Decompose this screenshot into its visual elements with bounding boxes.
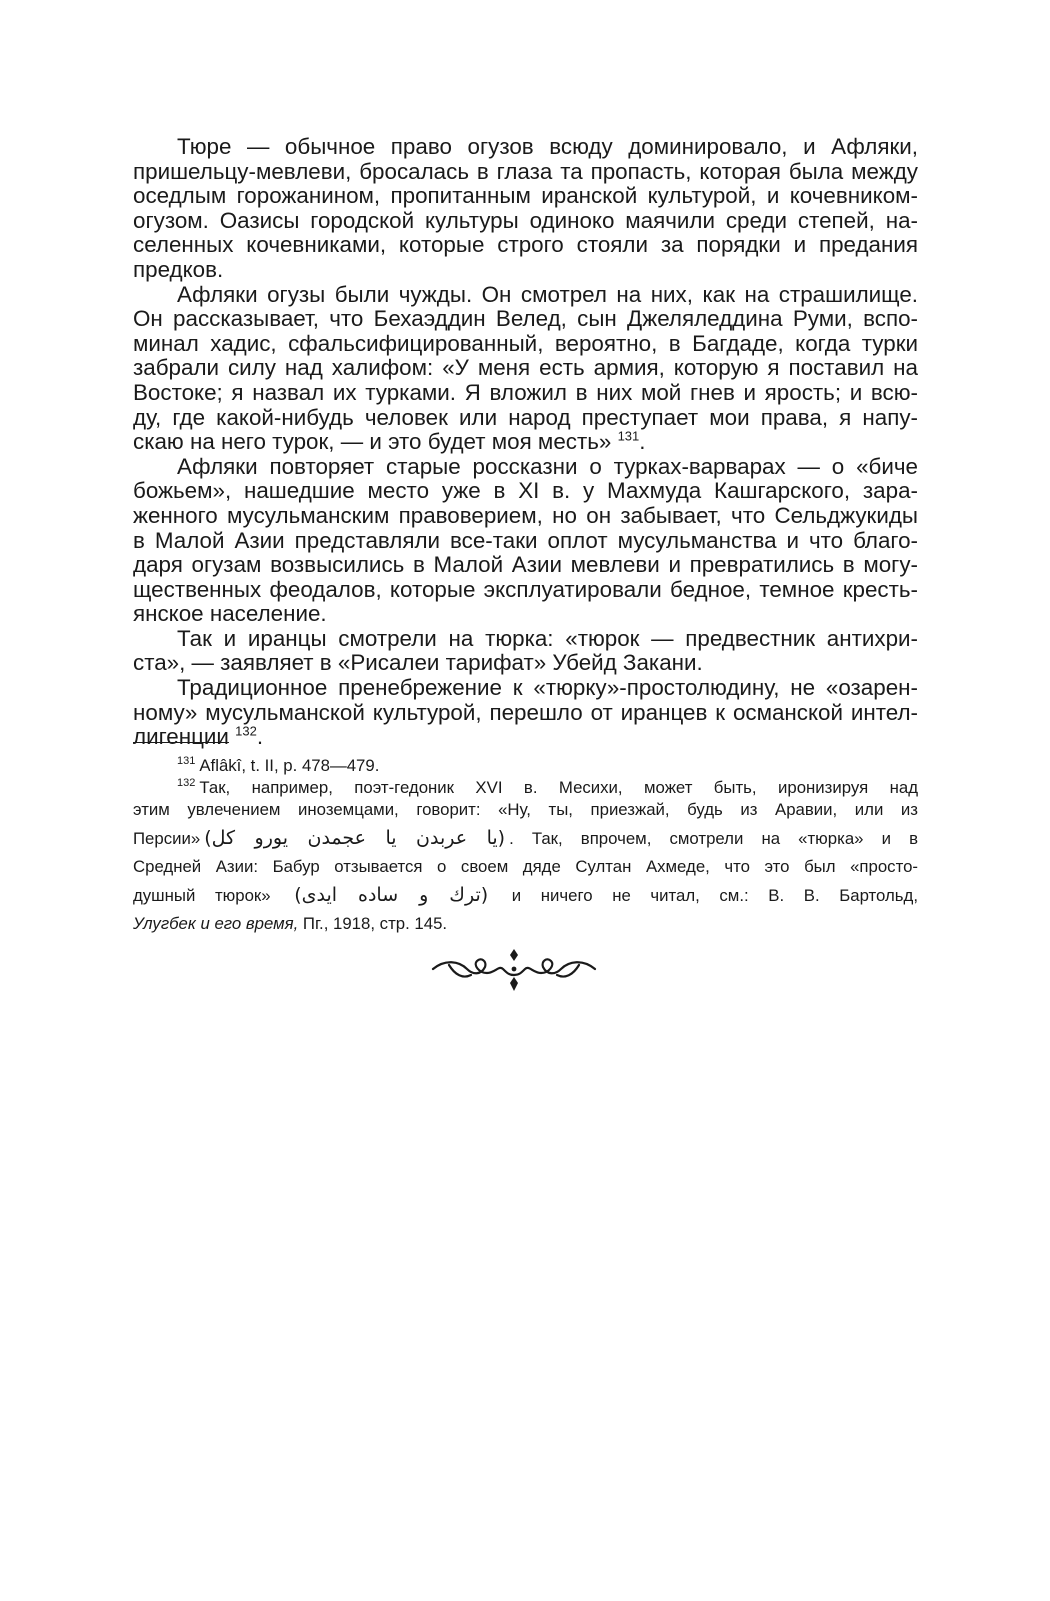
text-line: огузом. Оазисы городской культуры одиноко маячили среди степей, на-	[133, 207, 918, 233]
text-line: оседлым горожанином, пропитанным иранской культурой, и кочевником-	[133, 183, 918, 209]
ornament-icon	[429, 945, 599, 995]
paragraph-1	[133, 135, 918, 283]
footnote-132-line	[133, 878, 918, 913]
text-line: в Малой Азии представляли все-таки оплот мусульманства и что благо-	[133, 527, 918, 553]
footnote-132-line	[133, 913, 918, 935]
footnote-132-line	[133, 821, 918, 856]
text-line-with-footnote	[133, 725, 918, 750]
footnote-divider	[133, 742, 229, 743]
text-line: ду, где какой-нибудь человек или народ преступает мои права, я напу-	[133, 404, 918, 430]
text-line: Афляки повторяет старые россказни о турках-варварах — о «биче	[177, 453, 918, 479]
text-line: янское население.	[133, 601, 327, 627]
paragraph-2	[133, 283, 918, 455]
footnote-132-line	[133, 777, 918, 799]
text-line-with-footnote	[133, 430, 918, 455]
footnote-text: . Так, впрочем, смотрели на «тюрка» и в	[509, 829, 918, 848]
footnote-131	[133, 755, 918, 777]
text-line: Традиционное пренебрежение к «тюрку»-простолюдину, не «озарен-	[177, 675, 918, 701]
paragraph-3	[133, 455, 918, 627]
footnote-132-line: этим увлечением иноземцами, говорит: «Ну, ты, приезжай, будь из Аравии, или из	[133, 800, 918, 819]
text-line: Афляки огузы были чужды. Он смотрел на них, как на страшилище.	[177, 281, 918, 307]
text-line: скаю на него турок, — и это будет моя месть»	[133, 429, 612, 455]
footnote-text: душный тюрок»	[133, 886, 271, 905]
text-line: Так и иранцы смотрели на тюрка: «тюрок — предвестник антихри-	[177, 625, 918, 651]
footnote-ref-132[interactable]: 132	[235, 723, 257, 739]
text-line: забрали силу над халифом: «У меня есть армия, которую я поставил на	[133, 355, 918, 381]
text-line: предков.	[133, 256, 224, 282]
text-line: минал хадис, сфальсифицированный, вероятно, в Багдаде, когда турки	[133, 330, 918, 356]
footnotes	[133, 755, 918, 935]
paragraph-4	[133, 627, 918, 676]
footnote-text: Так, например, поэт-гедоник XVI в. Месихи, может быть, иронизируя над	[199, 778, 918, 797]
text-line: даря огузам возвысились в Малой Азии мевлеви и превратились в могу-	[133, 552, 918, 578]
footnote-text: и ничего не читал, см.: В. В. Бартольд,	[511, 886, 918, 905]
footnote-text: Персии»	[133, 829, 201, 848]
text-line: ному» мусульманской культурой, перешло от иранцев к османской интел-	[133, 699, 918, 725]
footnote-number: 132	[177, 777, 196, 790]
text-line: божьем», нашедшие место уже в XI в. у Махмуда Кашгарского, зара-	[133, 478, 918, 504]
text-line: пришельцу-мевлеви, бросалась в глаза та пропасть, которая была между	[133, 158, 918, 184]
text-line: щественных феодалов, которые эксплуатировали бедное, темное кресть-	[133, 576, 918, 602]
footnote-132-line: Средней Азии: Бабур отзывается о своем дяде Султан Ахмеде, что это был «просто-	[133, 857, 918, 876]
text-line: ста», — заявляет в «Рисалеи тарифат» Убейд Закани.	[133, 650, 703, 676]
arabic-quote: (یا عربدن یا عجمدن یورو کل)	[204, 827, 506, 849]
text-line: селенных кочевниками, которые строго стояли за порядки и предания	[133, 232, 918, 258]
text-line: женного мусульманским правоверием, но он забывает, что Сельджукиды	[133, 502, 918, 528]
footnote-number: 131	[177, 755, 196, 768]
footnote-ref-131[interactable]: 131	[617, 428, 640, 444]
arabic-quote: (ترك و ساده ايدى)	[294, 884, 489, 906]
book-title: Улугбек и его время,	[133, 914, 299, 933]
text-line: Он рассказывает, что Бехаэддин Велед, сын Джеляледдина Руми, вспо-	[133, 306, 918, 332]
text-line: лигенции	[133, 724, 229, 750]
main-text	[133, 135, 918, 750]
text-line: Востоке; я назвал их турками. Я вложил в них мой гнев и ярость; и всю-	[133, 379, 918, 405]
footnote-text: Aflâkî, t. II, p. 478—479.	[199, 756, 380, 775]
footnote-text: Пг., 1918, стр. 145.	[298, 914, 448, 933]
paragraph-5	[133, 676, 918, 750]
line-tail: .	[639, 429, 646, 455]
text-line: Тюре — обычное право огузов всюду доминировало, и Афляки,	[177, 134, 918, 159]
line-tail: .	[256, 724, 264, 750]
